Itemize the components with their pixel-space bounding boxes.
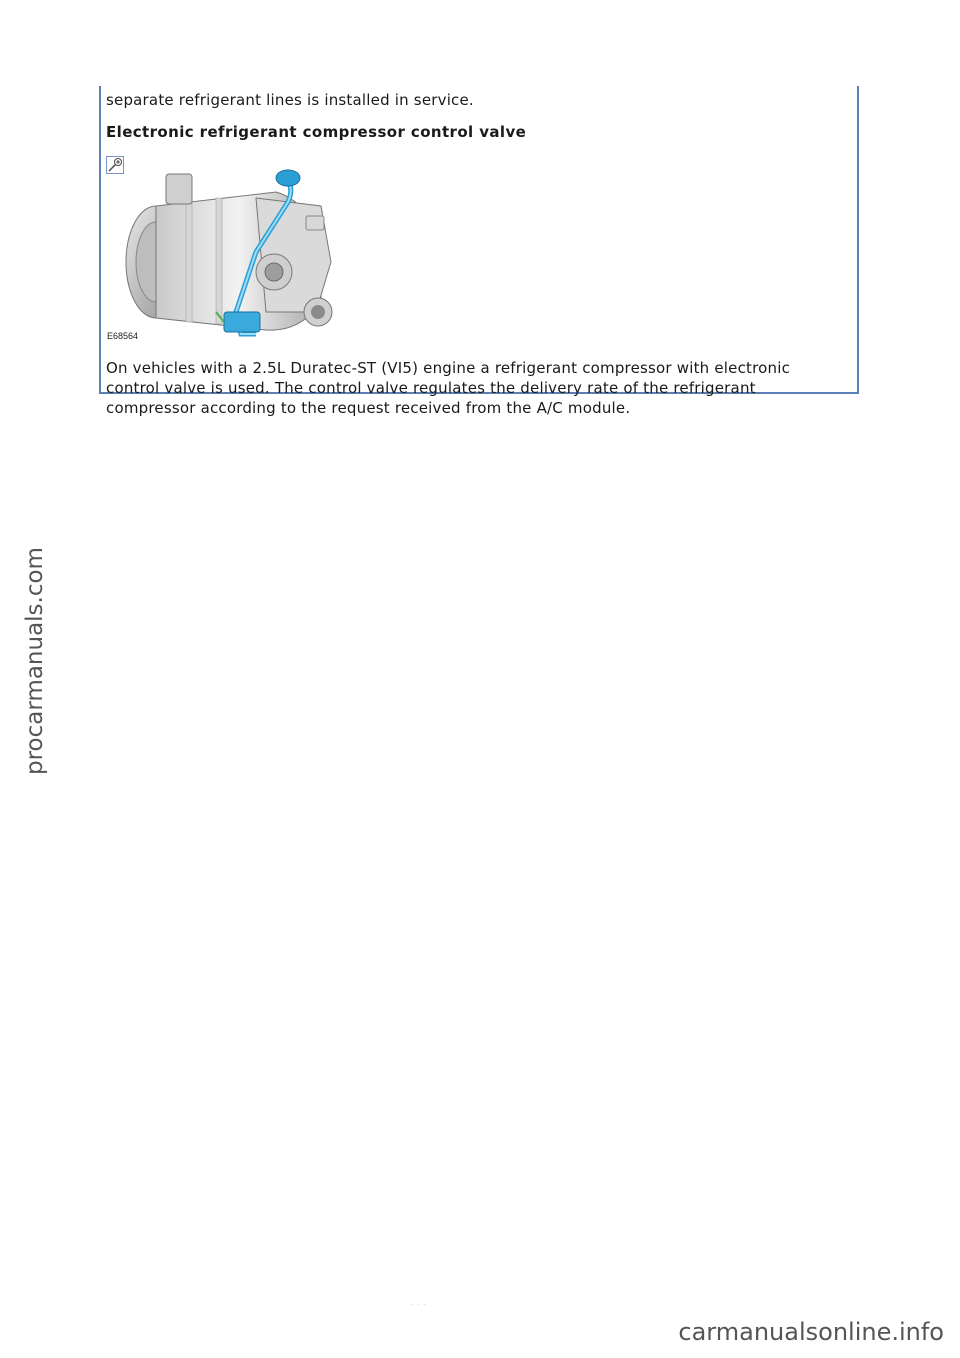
- page-footer-faint: · · ·: [410, 1300, 426, 1311]
- footer-watermark: carmanualsonline.info: [678, 1318, 944, 1346]
- magnify-plus-icon: [107, 157, 123, 173]
- body-paragraph: On vehicles with a 2.5L Duratec-ST (VI5) engine a refrigerant compressor with electronic control valve is used. The control valve regulates the delivery rate of the refrigerant compressor according to the request received from the A/C module.: [106, 359, 791, 417]
- intro-text: separate refrigerant lines is installed in service.: [106, 91, 474, 109]
- figure-label: E68564: [107, 331, 139, 341]
- compressor-illustration: [106, 162, 346, 344]
- section-heading: Electronic refrigerant compressor control valve: [106, 123, 527, 141]
- side-watermark: procarmanuals.com: [22, 547, 48, 775]
- zoom-button[interactable]: [106, 156, 124, 174]
- content-panel: [99, 86, 859, 417]
